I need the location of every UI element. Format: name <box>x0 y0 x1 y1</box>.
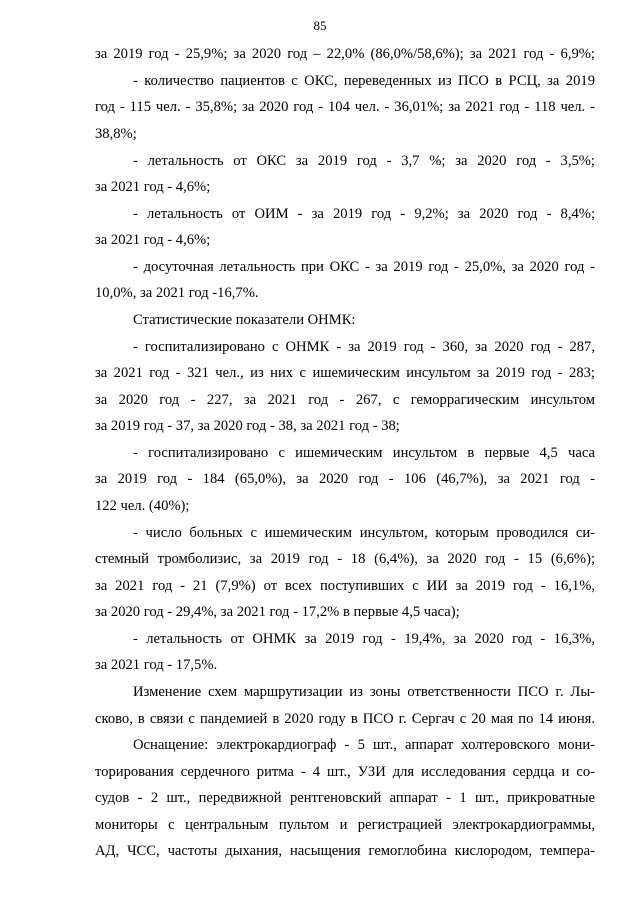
text-line: за 2020 год - 29,4%, за 2021 год - 17,2% в первые 4,5 часа); <box>95 604 460 620</box>
text-line: судов - 2 шт., передвижной рентгеновский аппарат - 1 шт., прикроватные <box>95 790 595 806</box>
text-line: - досуточная летальность при ОКС - за 2019 год - 25,0%, за 2020 год - <box>133 259 595 275</box>
text-line: 122 чел. (40%); <box>95 498 190 514</box>
text-line: за 2019 год - 37, за 2020 год - 38, за 2021 год - 38; <box>95 418 400 434</box>
section-heading: Статистические показатели ОНМК: <box>133 312 356 328</box>
text-line: сково, в связи с пандемией в 2020 году в ПСО г. Сергач с 20 мая по 14 июня. <box>95 711 595 727</box>
text-line: - количество пациентов с ОКС, переведенных из ПСО в РСЦ, за 2019 <box>133 73 595 89</box>
text-line: за 2021 год - 321 чел., из них с ишемическим инсультом за 2019 год - 283; <box>95 365 595 381</box>
text-line: - летальность от ОКС за 2019 год - 3,7 %; за 2020 год - 3,5%; <box>133 153 595 169</box>
text-line: Изменение схем маршрутизации из зоны ответственности ПСО г. Лы- <box>133 684 595 700</box>
text-line: АД, ЧСС, частоты дыхания, насыщения гемоглобина кислородом, темпера- <box>95 843 595 859</box>
text-line: за 2021 год - 4,6%; <box>95 179 211 195</box>
text-line: - летальность от ОИМ - за 2019 год - 9,2%; за 2020 год - 8,4%; <box>133 206 595 222</box>
text-line: за 2020 год - 227, за 2021 год - 267, с геморрагическим инсультом <box>95 392 595 408</box>
text-line: 10,0%, за 2021 год -16,7%. <box>95 285 259 301</box>
text-line: - госпитализировано с ОНМК - за 2019 год - 360, за 2020 год - 287, <box>133 339 595 355</box>
text-line: Оснащение: электрокардиограф - 5 шт., аппарат холтеровского мони- <box>133 737 595 753</box>
text-line: год - 115 чел. - 35,8%; за 2020 год - 104 чел. - 36,01%; за 2021 год - 118 чел. - <box>95 99 595 115</box>
text-line: мониторы с центральным пультом и регистрацией электрокардиограммы, <box>95 817 595 833</box>
text-line: за 2021 год - 4,6%; <box>95 232 211 248</box>
text-line: торирования сердечного ритма - 4 шт., УЗИ для исследования сердца и со- <box>95 764 595 780</box>
text-line: 38,8%; <box>95 126 137 142</box>
text-line: - госпитализировано с ишемическим инсультом в первые 4,5 часа <box>133 445 595 461</box>
page-number: 85 <box>313 18 327 33</box>
text-line: за 2019 год - 25,9%; за 2020 год – 22,0% (86,0%/58,6%); за 2021 год - 6,9%; <box>95 46 595 62</box>
text-line: стемный тромболизис, за 2019 год - 18 (6,4%), за 2020 год - 15 (6,6%); <box>95 551 595 567</box>
text-line: - летальность от ОНМК за 2019 год - 19,4%, за 2020 год - 16,3%, <box>133 631 595 647</box>
text-line: за 2021 год - 17,5%. <box>95 657 218 673</box>
text-line: - число больных с ишемическим инсультом, которым проводился си- <box>133 525 595 541</box>
text-line: за 2019 год - 184 (65,0%), за 2020 год - 106 (46,7%), за 2021 год - <box>95 471 595 487</box>
text-line: за 2021 год - 21 (7,9%) от всех поступивших с ИИ за 2019 год - 16,1%, <box>95 578 595 594</box>
